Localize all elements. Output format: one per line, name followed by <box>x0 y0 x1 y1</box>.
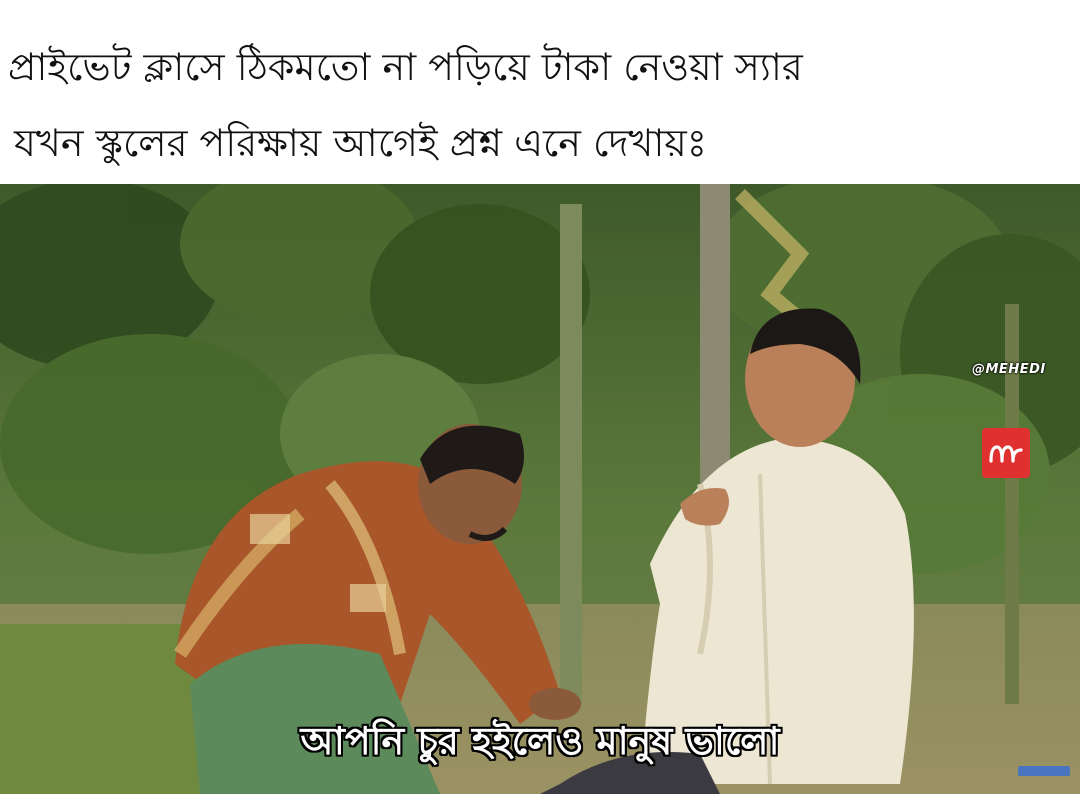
channel-bug-logo <box>1018 766 1070 776</box>
movie-still <box>0 184 1080 794</box>
caption-line-2: যখন স্কুলের পরিক্ষায় আগেই প্রশ্ন এনে দেখায়ঃ <box>14 121 708 165</box>
watermark-handle: @MEHEDI <box>972 362 1046 377</box>
caption-line-1: প্রাইভেট ক্লাসে ঠিকমতো না পড়িয়ে টাকা নেওয়া স্যার <box>8 45 803 89</box>
m-logo-icon <box>982 428 1030 478</box>
scene-illustration <box>0 184 1080 794</box>
tree-trunk-right <box>700 184 730 484</box>
caption-band <box>0 0 1080 184</box>
tree-trunk-center <box>560 204 582 704</box>
subtitle-text: আপনি চুর হইলেও মানুষ ভালো <box>300 719 780 763</box>
